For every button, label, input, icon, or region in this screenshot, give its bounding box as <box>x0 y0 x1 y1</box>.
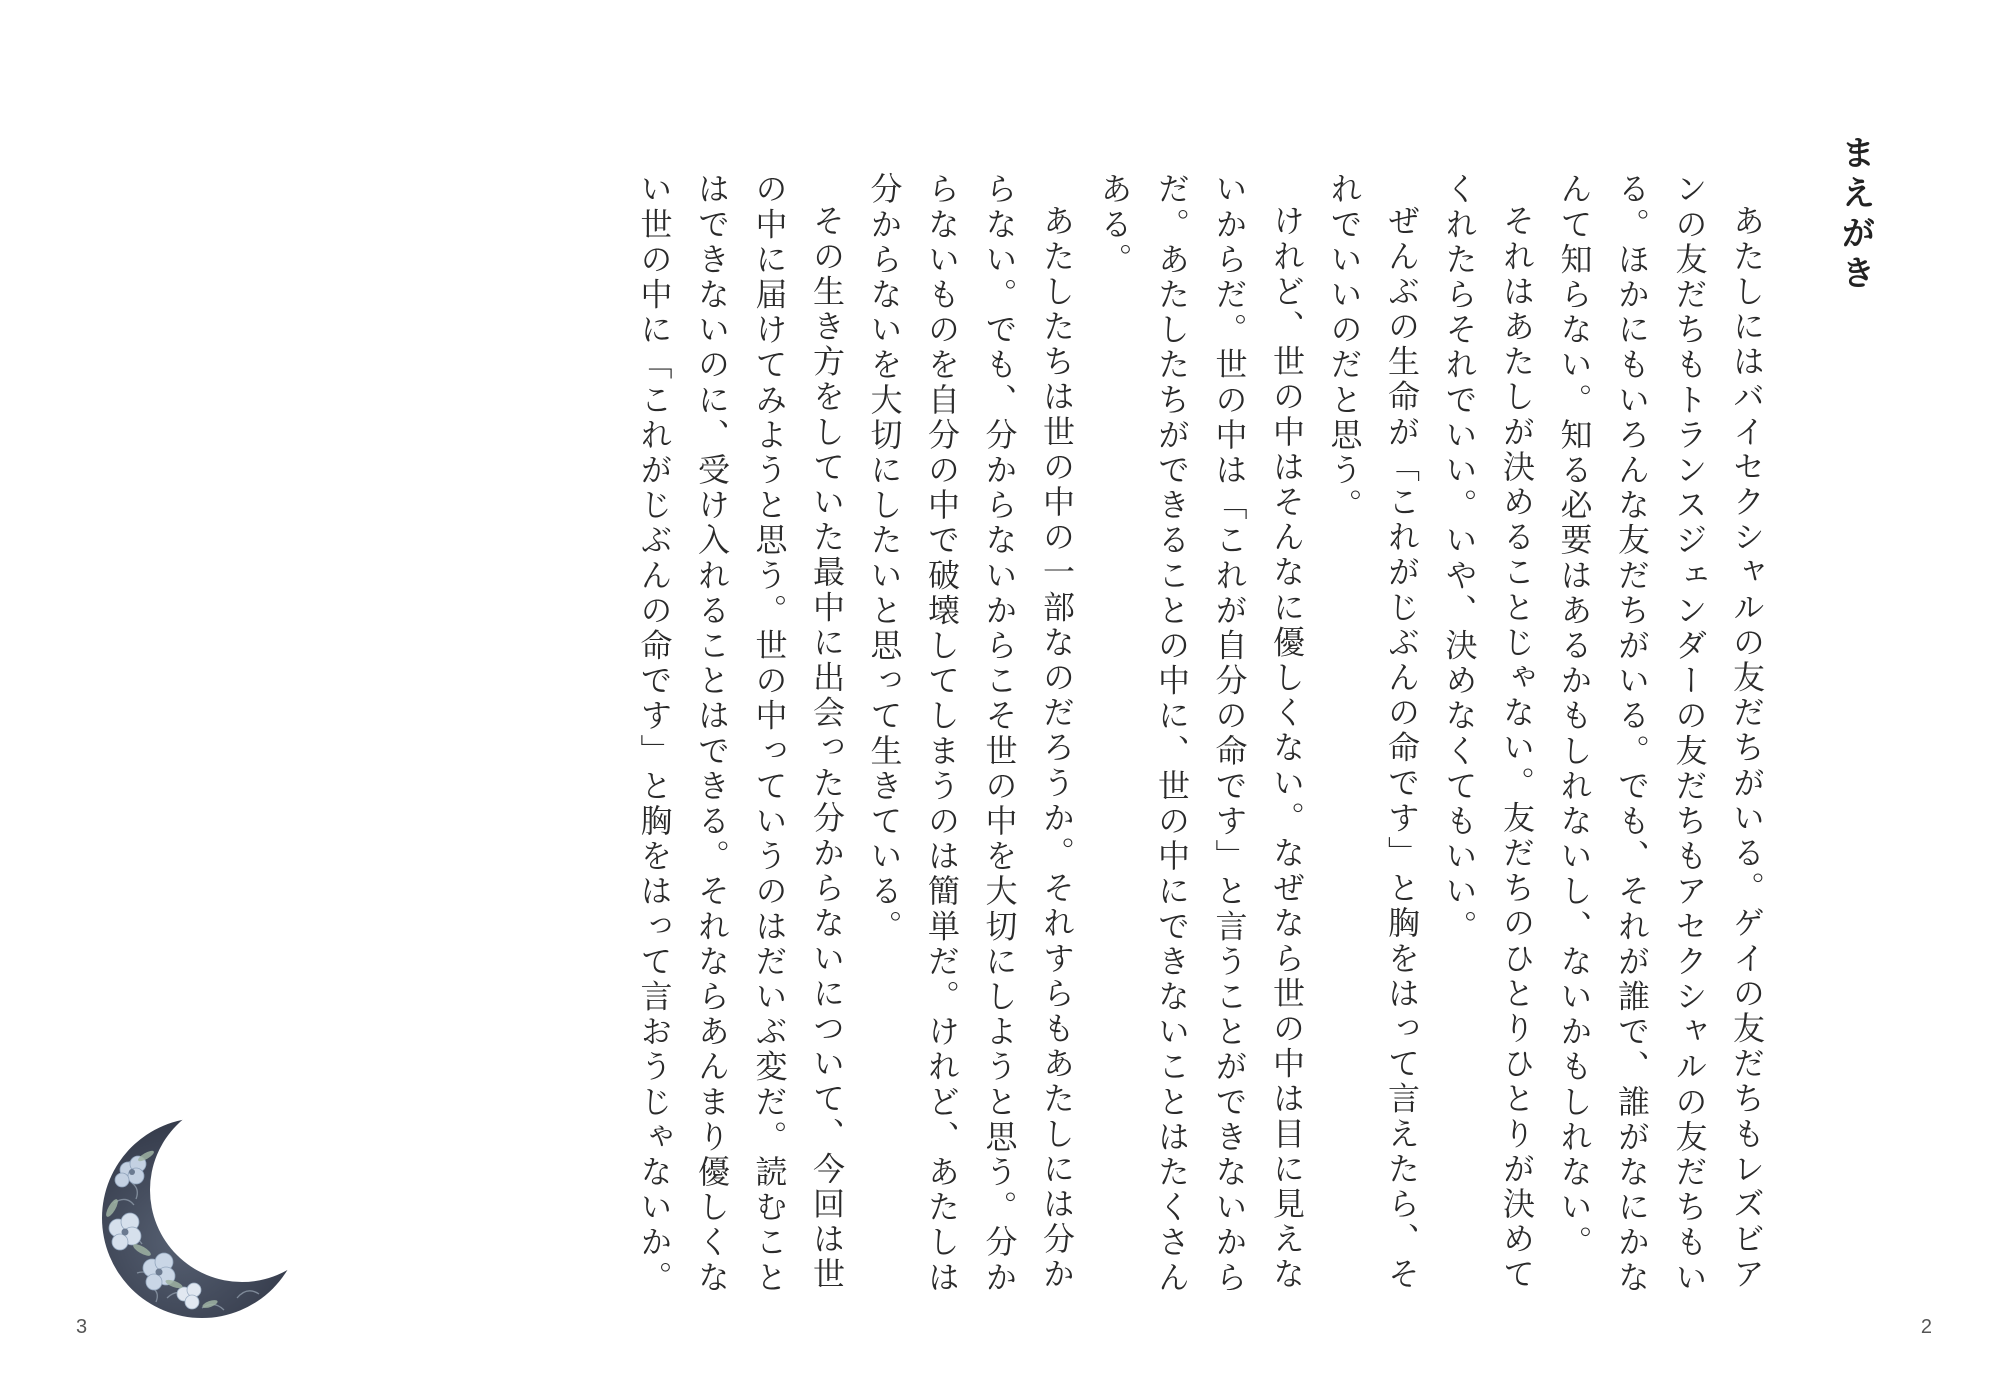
paragraph-3: ぜんぶの生命が「これがじぶんの命です」と胸をはって言えたら、それでいいのだと思う。 <box>1325 172 1421 1293</box>
page-number-right: 2 <box>1920 1316 1932 1338</box>
paragraph-4: けれど、世の中はそんなに優しくない。なぜなら世の中は目に見えないからだ。世の中は「これが自分の命です」と言うことができないからだ。あたしたちができることの中に、世の中にできないことはたくさんある。 <box>1095 172 1306 1296</box>
paragraph-6: その生き方をしていた最中に出会った分からないについて、今回は世の中に届けてみようと思う。世の中っていうのはだいぶ変だ。読むことはできないのに、受け入れることはできる。それならあんまり優しくない世の中に「これがじぶんの命です」と胸をはって言おうじゃないか。 <box>635 172 846 1296</box>
crescent-moon-floral-icon <box>92 1108 312 1328</box>
page-number-left: 3 <box>76 1316 88 1338</box>
paragraph-5: あたしたちは世の中の一部なのだろうか。それすらもあたしには分からない。でも、分からないからこそ世の中を大切にしようと思う。分からないものを自分の中で破壊してしまうのは簡単だ。けれど、あたしは分からないを大切にしたいと思って生きている。 <box>865 172 1076 1296</box>
chapter-heading: まえがき <box>1835 135 1875 295</box>
paragraph-2: それはあたしが決めることじゃない。友だちのひとりひとりが決めてくれたらそれでいい。いや、決めなくてもいい。 <box>1440 172 1536 1293</box>
paragraph-1: あたしにはバイセクシャルの友だちがいる。ゲイの友だちもレズビアンの友だちもトランスジェンダーの友だちもアセクシャルの友だちもいる。ほかにもいろんな友だちがいる。でも、それが誰で、誰がなにかなんて知らない。知る必要はあるかもしれないし、ないかもしれない。 <box>1555 172 1766 1296</box>
body-text <box>625 172 1775 1322</box>
